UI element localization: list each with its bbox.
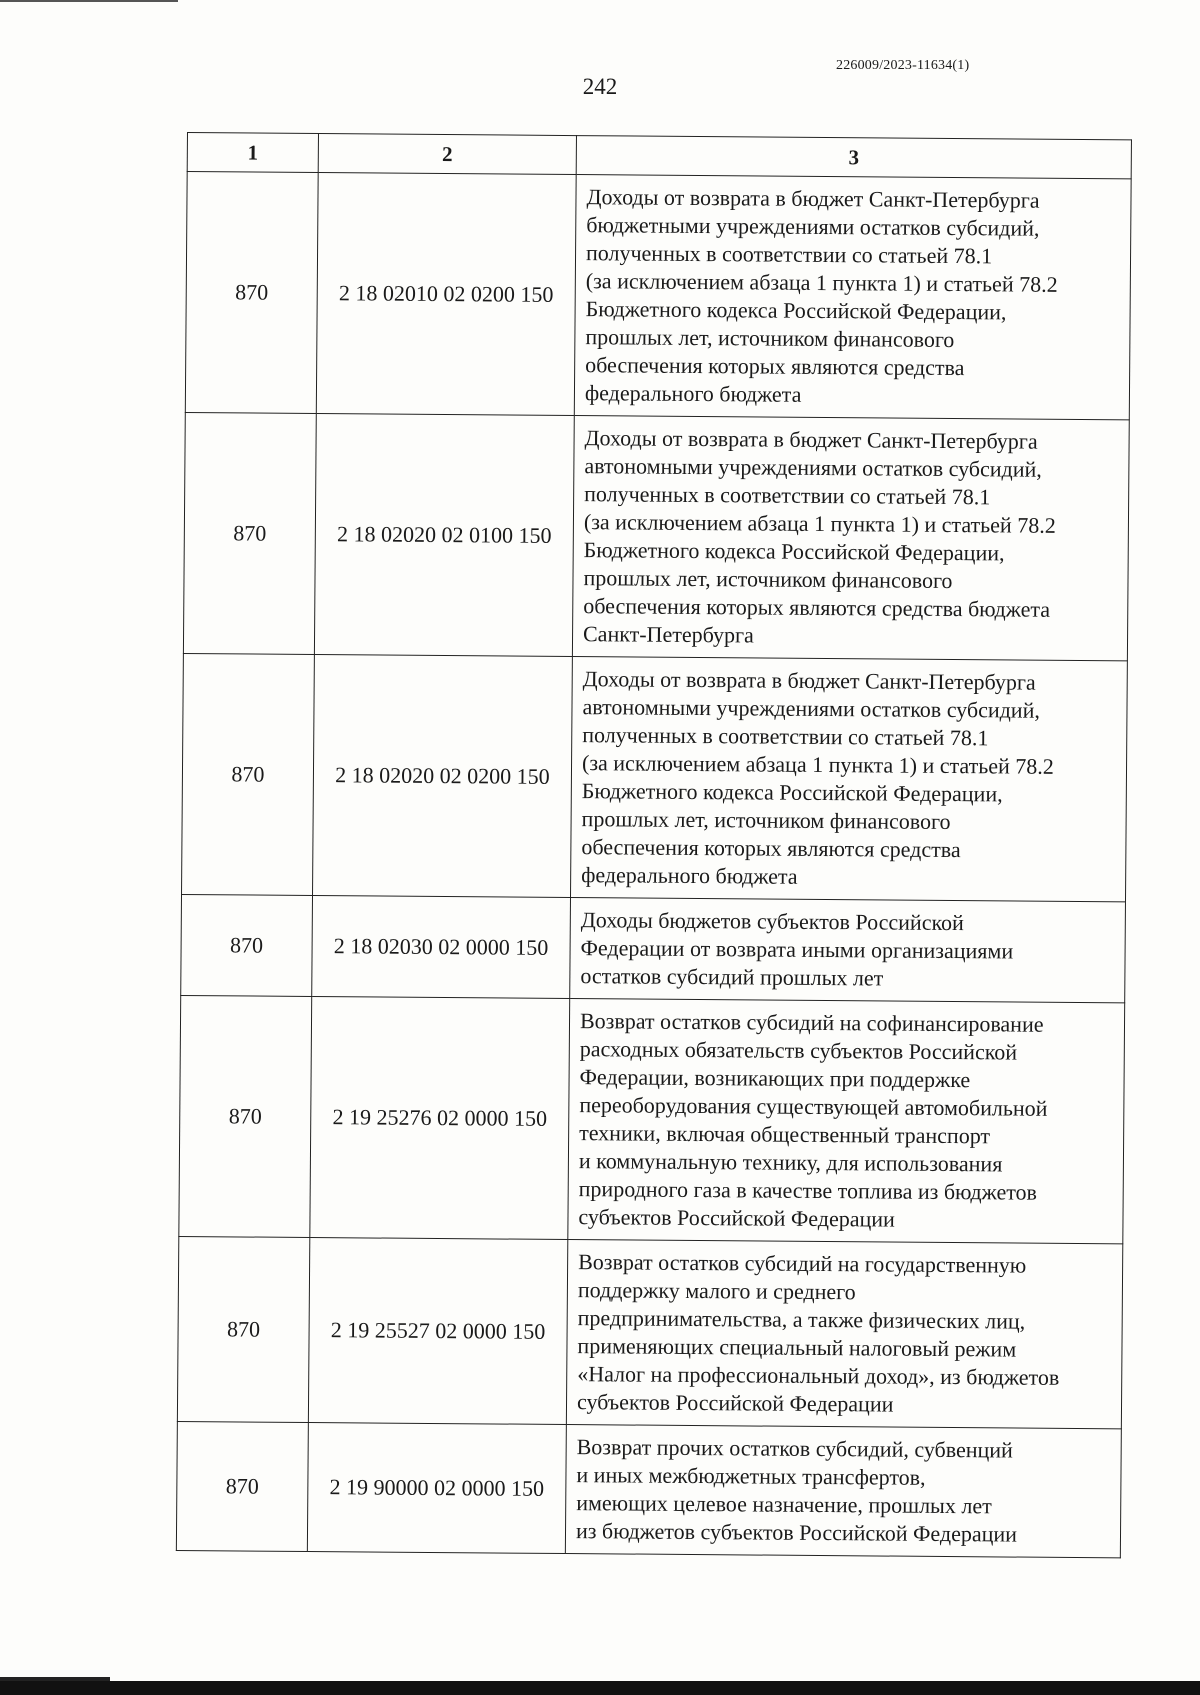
description-line: Доходы от возврата в бюджет Санкт-Петербурга xyxy=(584,425,1038,454)
budget-code-cell: 2 18 02020 02 0100 150 xyxy=(314,414,574,657)
description-line: «Налог на профессиональный доход», из бюджетов xyxy=(577,1361,1060,1390)
page-number: 242 xyxy=(582,74,618,99)
description-cell xyxy=(570,657,1127,902)
description-cell xyxy=(568,999,1125,1244)
description-line: имеющих целевое назначение, прошлых лет xyxy=(576,1490,992,1519)
description-line: из бюджетов субъектов Российской Федерации xyxy=(575,1518,1018,1547)
description-line: прошлых лет, источником финансового xyxy=(581,806,951,835)
description-line: Доходы бюджетов субъектов Российской xyxy=(580,907,964,936)
admin-code-cell: 870 xyxy=(181,894,313,996)
description-cell xyxy=(574,175,1131,420)
description-line: и иных межбюджетных трансфертов, xyxy=(576,1462,926,1490)
table-row xyxy=(182,653,1128,901)
description-line: субъектов Российской Федерации xyxy=(576,1389,894,1417)
budget-code-cell: 2 18 02010 02 0200 150 xyxy=(316,173,576,416)
description-line: предпринимательства, а также физических лиц, xyxy=(577,1305,1026,1334)
admin-code-cell: 870 xyxy=(177,1236,309,1422)
description-line: (за исключением абзаца 1 пункта 1) и статьей 78.2 xyxy=(585,268,1058,297)
description-line: переоборудования существующей автомобильной xyxy=(579,1092,1048,1121)
description-line: Возврат остатков субсидий на софинансирование xyxy=(579,1008,1044,1037)
description-cell xyxy=(572,416,1129,661)
description-line: Федерации от возврата иными организациями xyxy=(580,935,1014,964)
description-line: обеспечения которых являются средства xyxy=(581,834,961,863)
description-line: техники, включая общественный транспорт xyxy=(579,1120,991,1149)
description-line: Доходы от возврата в бюджет Санкт-Петербурга xyxy=(582,666,1036,695)
admin-code-cell: 870 xyxy=(179,995,312,1237)
top-edge-rule xyxy=(0,0,178,2)
budget-codes-table xyxy=(176,132,1132,1558)
column-header-3: 3 xyxy=(576,136,1131,179)
description-cell xyxy=(566,1240,1122,1429)
description-line: поддержку малого и среднего xyxy=(577,1277,856,1305)
description-line: Бюджетного кодекса Российской Федерации, xyxy=(585,296,1007,325)
description-cell xyxy=(570,898,1126,1003)
budget-code-cell: 2 19 25276 02 0000 150 xyxy=(310,997,570,1240)
table-row xyxy=(177,1236,1122,1428)
description-line: природного газа в качестве топлива из бюджетов xyxy=(578,1176,1038,1205)
budget-code-cell: 2 18 02020 02 0200 150 xyxy=(313,655,573,898)
admin-code-cell: 870 xyxy=(176,1421,308,1551)
admin-code-cell: 870 xyxy=(182,653,315,895)
description-line: автономными учреждениями остатков субсидий, xyxy=(582,694,1041,723)
description-line: прошлых лет, источником финансового xyxy=(583,565,953,594)
description-line: и коммунальную технику, для использования xyxy=(578,1148,1003,1177)
description-line: автономными учреждениями остатков субсидий, xyxy=(584,453,1042,482)
description-line: Возврат прочих остатков субсидий, субвенций xyxy=(576,1434,1013,1463)
budget-code-cell: 2 19 25527 02 0000 150 xyxy=(308,1237,567,1424)
description-line: бюджетными учреждениями остатков субсидий, xyxy=(586,212,1040,241)
table-row xyxy=(179,995,1125,1243)
column-header-2: 2 xyxy=(318,134,576,175)
description-line: Бюджетного кодекса Российской Федерации, xyxy=(581,778,1003,807)
description-line: обеспечения которых являются средства xyxy=(585,352,965,381)
budget-code-cell: 2 18 02030 02 0000 150 xyxy=(312,896,571,999)
admin-code-cell: 870 xyxy=(185,172,318,414)
table-row xyxy=(181,894,1126,1002)
admin-code-cell: 870 xyxy=(183,412,316,654)
description-line: полученных в соответствии со статьей 78.1 xyxy=(584,481,991,510)
description-line: Возврат остатков субсидий на государственную xyxy=(578,1249,1027,1278)
table-row xyxy=(176,1421,1121,1557)
table-row xyxy=(185,172,1131,420)
description-line: Федерации, возникающих при поддержке xyxy=(579,1064,971,1093)
description-line: (за исключением абзаца 1 пункта 1) и статьей 78.2 xyxy=(583,509,1056,538)
description-line: Доходы от возврата в бюджет Санкт-Петербурга xyxy=(586,184,1040,213)
description-line: субъектов Российской Федерации xyxy=(578,1204,895,1232)
scan-bottom-border xyxy=(0,1681,1200,1695)
document-id: 226009/2023-11634(1) xyxy=(836,58,970,73)
description-line: федерального бюджета xyxy=(584,380,802,407)
description-line: расходных обязательств субъектов Российской xyxy=(579,1036,1018,1065)
budget-code-cell: 2 19 90000 02 0000 150 xyxy=(307,1422,566,1553)
table-row xyxy=(183,412,1129,660)
description-cell xyxy=(565,1425,1121,1558)
description-line: полученных в соответствии со статьей 78.1 xyxy=(585,240,993,269)
description-line: прошлых лет, источником финансового xyxy=(585,324,955,353)
description-line: остатков субсидий прошлых лет xyxy=(580,963,884,991)
description-line: обеспечения которых являются средства бюджета xyxy=(583,593,1051,622)
description-line: (за исключением абзаца 1 пункта 1) и статьей 78.2 xyxy=(581,750,1054,779)
column-header-1: 1 xyxy=(187,133,318,173)
description-line: полученных в соответствии со статьей 78.1 xyxy=(582,722,989,751)
description-line: Санкт-Петербурга xyxy=(582,621,754,648)
description-line: применяющих специальный налоговый режим xyxy=(577,1333,1017,1362)
description-line: Бюджетного кодекса Российской Федерации, xyxy=(583,537,1005,566)
description-line: федерального бюджета xyxy=(581,862,798,889)
